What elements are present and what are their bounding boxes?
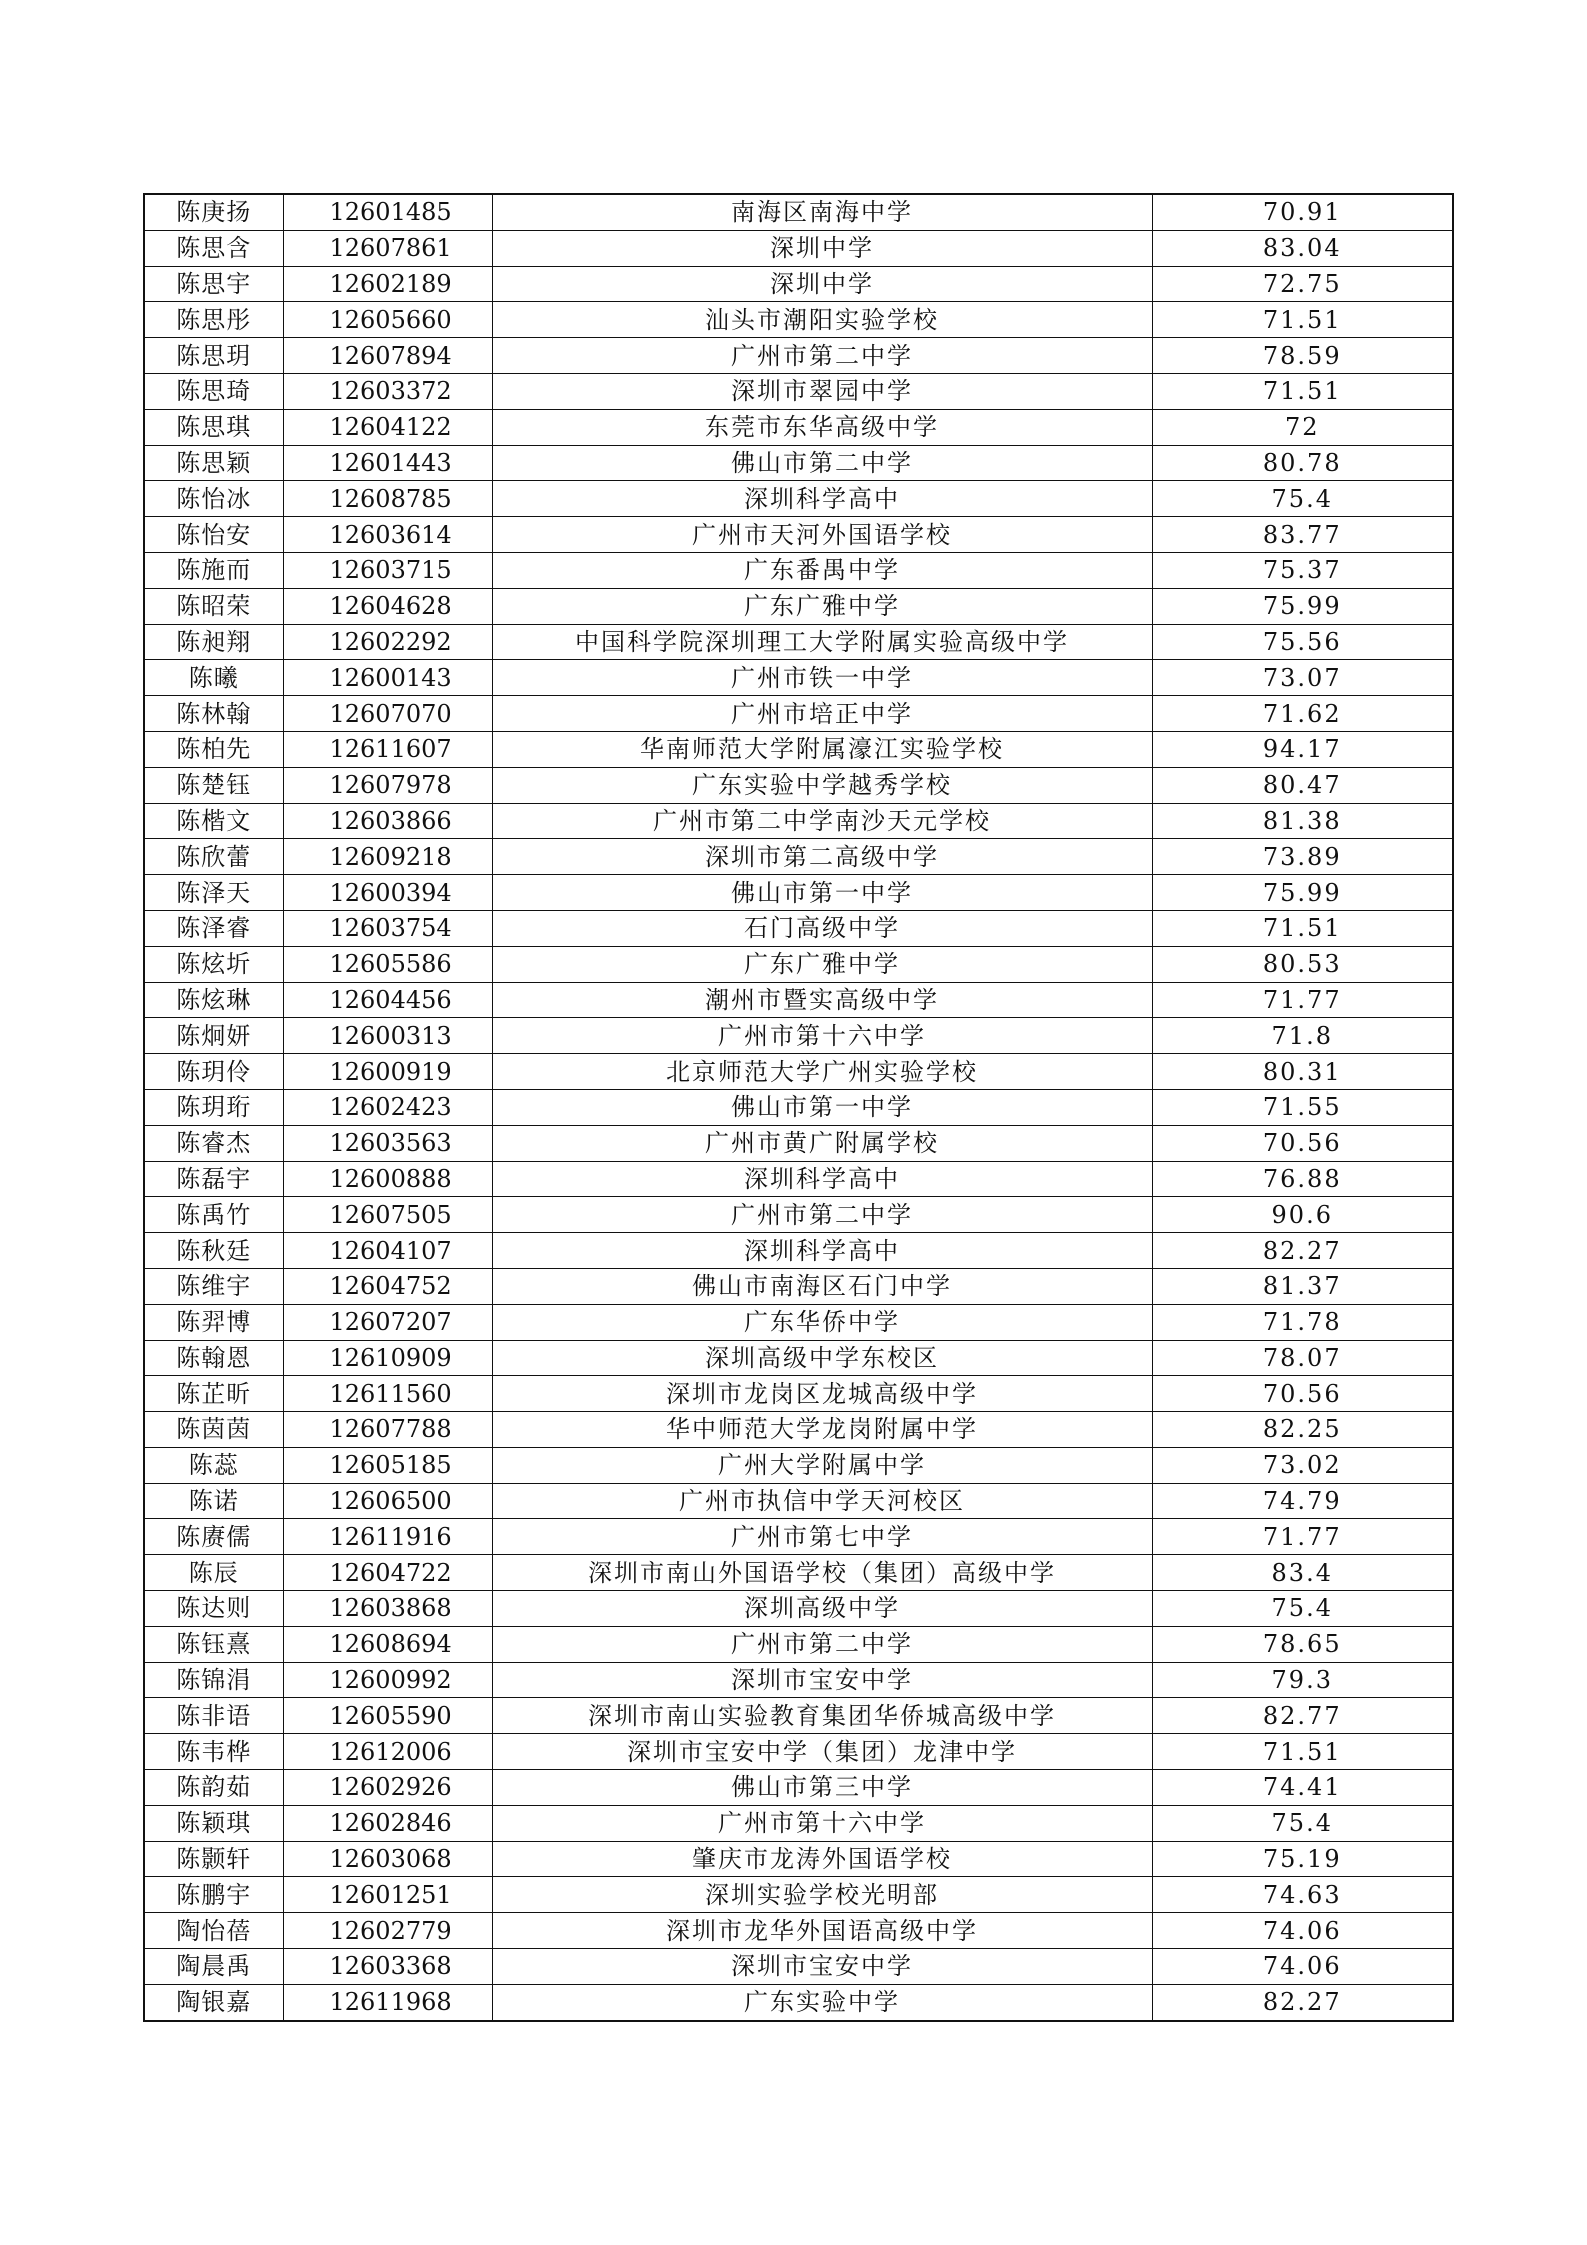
score-cell: 74.06 <box>1152 1949 1453 1985</box>
score-cell: 80.47 <box>1152 767 1453 803</box>
school-name-cell: 广州市第二中学 <box>492 338 1152 374</box>
school-name-cell: 深圳市翠园中学 <box>492 373 1152 409</box>
score-cell: 73.02 <box>1152 1447 1453 1483</box>
student-name-cell: 陶怡蓓 <box>144 1913 283 1949</box>
school-name-cell: 潮州市暨实高级中学 <box>492 982 1152 1018</box>
score-cell: 75.99 <box>1152 875 1453 911</box>
school-name-cell: 广州市第二中学 <box>492 1626 1152 1662</box>
table-row <box>144 660 1453 696</box>
school-name-cell: 佛山市南海区石门中学 <box>492 1268 1152 1304</box>
student-name-cell: 陈茵茵 <box>144 1412 283 1448</box>
student-name-cell: 陈赓儒 <box>144 1519 283 1555</box>
student-name-cell: 陈炫琳 <box>144 982 283 1018</box>
score-cell: 71.51 <box>1152 302 1453 338</box>
school-name-cell: 深圳科学高中 <box>492 1161 1152 1197</box>
student-id-cell: 12603068 <box>283 1841 492 1877</box>
score-cell: 71.77 <box>1152 1519 1453 1555</box>
student-id-cell: 12602926 <box>283 1770 492 1806</box>
student-name-cell: 陈钰熹 <box>144 1626 283 1662</box>
table-row <box>144 1268 1453 1304</box>
student-name-cell: 陈泽睿 <box>144 910 283 946</box>
student-name-cell: 陶晨禹 <box>144 1949 283 1985</box>
student-id-cell: 12611607 <box>283 731 492 767</box>
table-row <box>144 1412 1453 1448</box>
school-name-cell: 南海区南海中学 <box>492 194 1152 230</box>
score-cell: 82.27 <box>1152 1233 1453 1269</box>
student-name-cell: 陈鹏宇 <box>144 1877 283 1913</box>
student-id-cell: 12604752 <box>283 1268 492 1304</box>
student-id-cell: 12612006 <box>283 1734 492 1770</box>
table-row <box>144 373 1453 409</box>
student-name-cell: 陈韵茹 <box>144 1770 283 1806</box>
school-name-cell: 佛山市第三中学 <box>492 1770 1152 1806</box>
score-cell: 83.04 <box>1152 230 1453 266</box>
score-cell: 76.88 <box>1152 1161 1453 1197</box>
student-name-cell: 陈思玥 <box>144 338 283 374</box>
school-name-cell: 深圳市南山外国语学校（集团）高级中学 <box>492 1555 1152 1591</box>
table-row <box>144 1698 1453 1734</box>
table-row <box>144 910 1453 946</box>
school-name-cell: 广东番禺中学 <box>492 552 1152 588</box>
student-name-cell: 陈辰 <box>144 1555 283 1591</box>
student-name-cell: 陈秋廷 <box>144 1233 283 1269</box>
school-name-cell: 广东华侨中学 <box>492 1304 1152 1340</box>
score-cell: 83.77 <box>1152 517 1453 553</box>
school-name-cell: 广州市铁一中学 <box>492 660 1152 696</box>
score-cell: 90.6 <box>1152 1197 1453 1233</box>
table-row <box>144 481 1453 517</box>
table-row <box>144 552 1453 588</box>
score-cell: 74.06 <box>1152 1913 1453 1949</box>
score-cell: 80.31 <box>1152 1054 1453 1090</box>
student-id-cell: 12602423 <box>283 1089 492 1125</box>
score-cell: 71.55 <box>1152 1089 1453 1125</box>
score-cell: 70.56 <box>1152 1376 1453 1412</box>
school-name-cell: 广州市第七中学 <box>492 1519 1152 1555</box>
table-row <box>144 1841 1453 1877</box>
table-row <box>144 767 1453 803</box>
student-name-cell: 陈非语 <box>144 1698 283 1734</box>
student-id-cell: 12604628 <box>283 588 492 624</box>
student-score-table <box>143 193 1454 2022</box>
score-cell: 74.41 <box>1152 1770 1453 1806</box>
score-cell: 71.51 <box>1152 1734 1453 1770</box>
student-name-cell: 陈蕊 <box>144 1447 283 1483</box>
student-id-cell: 12604722 <box>283 1555 492 1591</box>
student-name-cell: 陈炫圻 <box>144 946 283 982</box>
score-cell: 75.56 <box>1152 624 1453 660</box>
student-name-cell: 陈韦桦 <box>144 1734 283 1770</box>
table-row <box>144 1591 1453 1627</box>
school-name-cell: 深圳市宝安中学 <box>492 1949 1152 1985</box>
school-name-cell: 深圳科学高中 <box>492 481 1152 517</box>
student-name-cell: 陈锦涓 <box>144 1662 283 1698</box>
school-name-cell: 广州市第二中学南沙天元学校 <box>492 803 1152 839</box>
student-name-cell: 陈颢轩 <box>144 1841 283 1877</box>
student-id-cell: 12607978 <box>283 767 492 803</box>
student-name-cell: 陈怡安 <box>144 517 283 553</box>
score-cell: 75.37 <box>1152 552 1453 588</box>
school-name-cell: 华南师范大学附属濠江实验学校 <box>492 731 1152 767</box>
student-id-cell: 12605586 <box>283 946 492 982</box>
score-cell: 82.27 <box>1152 1984 1453 2020</box>
student-name-cell: 陈楷文 <box>144 803 283 839</box>
score-cell: 80.78 <box>1152 445 1453 481</box>
school-name-cell: 东莞市东华高级中学 <box>492 409 1152 445</box>
school-name-cell: 中国科学院深圳理工大学附属实验高级中学 <box>492 624 1152 660</box>
student-name-cell: 陈昭荣 <box>144 588 283 624</box>
table-row <box>144 1125 1453 1161</box>
table-row <box>144 1519 1453 1555</box>
school-name-cell: 肇庆市龙涛外国语学校 <box>492 1841 1152 1877</box>
school-name-cell: 广东广雅中学 <box>492 588 1152 624</box>
student-name-cell: 陈羿博 <box>144 1304 283 1340</box>
score-cell: 72.75 <box>1152 266 1453 302</box>
score-cell: 75.4 <box>1152 1591 1453 1627</box>
student-id-cell: 12608694 <box>283 1626 492 1662</box>
student-id-cell: 12606500 <box>283 1483 492 1519</box>
student-id-cell: 12609218 <box>283 839 492 875</box>
student-id-cell: 12604456 <box>283 982 492 1018</box>
table-row <box>144 517 1453 553</box>
score-cell: 71.77 <box>1152 982 1453 1018</box>
score-cell: 79.3 <box>1152 1662 1453 1698</box>
student-id-cell: 12607861 <box>283 230 492 266</box>
table-body <box>144 194 1453 2021</box>
school-name-cell: 深圳高级中学东校区 <box>492 1340 1152 1376</box>
student-id-cell: 12607788 <box>283 1412 492 1448</box>
score-cell: 71.51 <box>1152 910 1453 946</box>
student-id-cell: 12611560 <box>283 1376 492 1412</box>
school-name-cell: 深圳市第二高级中学 <box>492 839 1152 875</box>
student-id-cell: 12607894 <box>283 338 492 374</box>
school-name-cell: 华中师范大学龙岗附属中学 <box>492 1412 1152 1448</box>
student-id-cell: 12607070 <box>283 696 492 732</box>
score-cell: 80.53 <box>1152 946 1453 982</box>
score-cell: 83.4 <box>1152 1555 1453 1591</box>
table-row <box>144 1447 1453 1483</box>
school-name-cell: 深圳市龙华外国语高级中学 <box>492 1913 1152 1949</box>
student-name-cell: 陈思琪 <box>144 409 283 445</box>
student-id-cell: 12601485 <box>283 194 492 230</box>
school-name-cell: 北京师范大学广州实验学校 <box>492 1054 1152 1090</box>
student-name-cell: 陈柏先 <box>144 731 283 767</box>
student-id-cell: 12602292 <box>283 624 492 660</box>
table-row <box>144 1018 1453 1054</box>
school-name-cell: 佛山市第一中学 <box>492 875 1152 911</box>
school-name-cell: 广州市执信中学天河校区 <box>492 1483 1152 1519</box>
score-cell: 82.77 <box>1152 1698 1453 1734</box>
table-row <box>144 624 1453 660</box>
student-name-cell: 陈施而 <box>144 552 283 588</box>
score-cell: 75.4 <box>1152 1805 1453 1841</box>
student-name-cell: 陈昶翔 <box>144 624 283 660</box>
table-row <box>144 1770 1453 1806</box>
table-row <box>144 946 1453 982</box>
school-name-cell: 深圳科学高中 <box>492 1233 1152 1269</box>
score-cell: 71.62 <box>1152 696 1453 732</box>
score-cell: 81.38 <box>1152 803 1453 839</box>
student-id-cell: 12607505 <box>283 1197 492 1233</box>
student-name-cell: 陈翰恩 <box>144 1340 283 1376</box>
student-name-cell: 陈欣蕾 <box>144 839 283 875</box>
school-name-cell: 石门高级中学 <box>492 910 1152 946</box>
student-name-cell: 陈泽天 <box>144 875 283 911</box>
table-row <box>144 302 1453 338</box>
student-id-cell: 12604122 <box>283 409 492 445</box>
score-cell: 73.89 <box>1152 839 1453 875</box>
student-id-cell: 12605185 <box>283 1447 492 1483</box>
school-name-cell: 广州市黄广附属学校 <box>492 1125 1152 1161</box>
table-row <box>144 696 1453 732</box>
table-row <box>144 1483 1453 1519</box>
score-cell: 71.8 <box>1152 1018 1453 1054</box>
table-row <box>144 731 1453 767</box>
score-cell: 78.65 <box>1152 1626 1453 1662</box>
table-row <box>144 1233 1453 1269</box>
table-row <box>144 230 1453 266</box>
student-id-cell: 12605590 <box>283 1698 492 1734</box>
table-row <box>144 1340 1453 1376</box>
school-name-cell: 汕头市潮阳实验学校 <box>492 302 1152 338</box>
student-name-cell: 陈思彤 <box>144 302 283 338</box>
student-name-cell: 陈思颖 <box>144 445 283 481</box>
student-id-cell: 12603866 <box>283 803 492 839</box>
table-row <box>144 839 1453 875</box>
table-row <box>144 1949 1453 1985</box>
student-name-cell: 陈颖琪 <box>144 1805 283 1841</box>
table-row <box>144 1161 1453 1197</box>
student-name-cell: 陈庚扬 <box>144 194 283 230</box>
score-cell: 75.19 <box>1152 1841 1453 1877</box>
student-id-cell: 12607207 <box>283 1304 492 1340</box>
student-name-cell: 陈芷昕 <box>144 1376 283 1412</box>
table-row <box>144 1662 1453 1698</box>
school-name-cell: 广州市第十六中学 <box>492 1018 1152 1054</box>
score-cell: 70.91 <box>1152 194 1453 230</box>
student-id-cell: 12602846 <box>283 1805 492 1841</box>
school-name-cell: 深圳市宝安中学 <box>492 1662 1152 1698</box>
table-row <box>144 1054 1453 1090</box>
score-cell: 94.17 <box>1152 731 1453 767</box>
score-cell: 71.51 <box>1152 373 1453 409</box>
school-name-cell: 佛山市第二中学 <box>492 445 1152 481</box>
student-id-cell: 12603614 <box>283 517 492 553</box>
table-row <box>144 1913 1453 1949</box>
student-name-cell: 陈思含 <box>144 230 283 266</box>
school-name-cell: 广东实验中学 <box>492 1984 1152 2020</box>
student-id-cell: 12604107 <box>283 1233 492 1269</box>
student-id-cell: 12602189 <box>283 266 492 302</box>
school-name-cell: 广东实验中学越秀学校 <box>492 767 1152 803</box>
school-name-cell: 佛山市第一中学 <box>492 1089 1152 1125</box>
school-name-cell: 深圳中学 <box>492 230 1152 266</box>
student-id-cell: 12600143 <box>283 660 492 696</box>
table-row <box>144 1626 1453 1662</box>
table-row <box>144 409 1453 445</box>
school-name-cell: 深圳市宝安中学（集团）龙津中学 <box>492 1734 1152 1770</box>
student-name-cell: 陈睿杰 <box>144 1125 283 1161</box>
table-row <box>144 445 1453 481</box>
school-name-cell: 深圳中学 <box>492 266 1152 302</box>
student-name-cell: 陈诺 <box>144 1483 283 1519</box>
student-id-cell: 12600394 <box>283 875 492 911</box>
score-cell: 70.56 <box>1152 1125 1453 1161</box>
table-row <box>144 1734 1453 1770</box>
student-name-cell: 陈禹竹 <box>144 1197 283 1233</box>
student-id-cell: 12605660 <box>283 302 492 338</box>
table-row <box>144 1304 1453 1340</box>
student-id-cell: 12608785 <box>283 481 492 517</box>
school-name-cell: 广州市培正中学 <box>492 696 1152 732</box>
student-name-cell: 陈怡冰 <box>144 481 283 517</box>
school-name-cell: 广州大学附属中学 <box>492 1447 1152 1483</box>
student-id-cell: 12603715 <box>283 552 492 588</box>
score-cell: 75.99 <box>1152 588 1453 624</box>
table-row <box>144 1197 1453 1233</box>
score-cell: 82.25 <box>1152 1412 1453 1448</box>
student-id-cell: 12603368 <box>283 1949 492 1985</box>
score-cell: 71.78 <box>1152 1304 1453 1340</box>
student-name-cell: 陈曦 <box>144 660 283 696</box>
table-row <box>144 338 1453 374</box>
student-id-cell: 12600919 <box>283 1054 492 1090</box>
student-name-cell: 陈玥伶 <box>144 1054 283 1090</box>
student-id-cell: 12611916 <box>283 1519 492 1555</box>
table-row <box>144 875 1453 911</box>
student-name-cell: 陈思宇 <box>144 266 283 302</box>
student-name-cell: 陈达则 <box>144 1591 283 1627</box>
table-row <box>144 588 1453 624</box>
school-name-cell: 深圳市南山实验教育集团华侨城高级中学 <box>492 1698 1152 1734</box>
student-name-cell: 陈维宇 <box>144 1268 283 1304</box>
school-name-cell: 广州市第二中学 <box>492 1197 1152 1233</box>
score-cell: 78.07 <box>1152 1340 1453 1376</box>
school-name-cell: 广东广雅中学 <box>492 946 1152 982</box>
school-name-cell: 深圳高级中学 <box>492 1591 1152 1627</box>
table-row <box>144 194 1453 230</box>
school-name-cell: 深圳市龙岗区龙城高级中学 <box>492 1376 1152 1412</box>
score-cell: 72 <box>1152 409 1453 445</box>
student-name-cell: 陶银嘉 <box>144 1984 283 2020</box>
table-row <box>144 266 1453 302</box>
table-row <box>144 803 1453 839</box>
student-id-cell: 12603563 <box>283 1125 492 1161</box>
table-row <box>144 1555 1453 1591</box>
student-name-cell: 陈林翰 <box>144 696 283 732</box>
table-row <box>144 1376 1453 1412</box>
student-id-cell: 12600888 <box>283 1161 492 1197</box>
student-id-cell: 12601251 <box>283 1877 492 1913</box>
score-cell: 73.07 <box>1152 660 1453 696</box>
table-row <box>144 1089 1453 1125</box>
score-cell: 74.79 <box>1152 1483 1453 1519</box>
student-id-cell: 12602779 <box>283 1913 492 1949</box>
student-name-cell: 陈楚钰 <box>144 767 283 803</box>
school-name-cell: 广州市天河外国语学校 <box>492 517 1152 553</box>
student-id-cell: 12603754 <box>283 910 492 946</box>
student-name-cell: 陈思琦 <box>144 373 283 409</box>
score-cell: 74.63 <box>1152 1877 1453 1913</box>
student-id-cell: 12611968 <box>283 1984 492 2020</box>
student-name-cell: 陈磊宇 <box>144 1161 283 1197</box>
school-name-cell: 广州市第十六中学 <box>492 1805 1152 1841</box>
student-name-cell: 陈玥珩 <box>144 1089 283 1125</box>
school-name-cell: 深圳实验学校光明部 <box>492 1877 1152 1913</box>
table-row <box>144 1984 1453 2020</box>
table-row <box>144 1877 1453 1913</box>
student-id-cell: 12603372 <box>283 373 492 409</box>
student-id-cell: 12601443 <box>283 445 492 481</box>
student-id-cell: 12600992 <box>283 1662 492 1698</box>
table-row <box>144 982 1453 1018</box>
student-id-cell: 12610909 <box>283 1340 492 1376</box>
student-id-cell: 12600313 <box>283 1018 492 1054</box>
table-row <box>144 1805 1453 1841</box>
student-id-cell: 12603868 <box>283 1591 492 1627</box>
score-cell: 75.4 <box>1152 481 1453 517</box>
student-name-cell: 陈炯妍 <box>144 1018 283 1054</box>
score-cell: 78.59 <box>1152 338 1453 374</box>
score-cell: 81.37 <box>1152 1268 1453 1304</box>
